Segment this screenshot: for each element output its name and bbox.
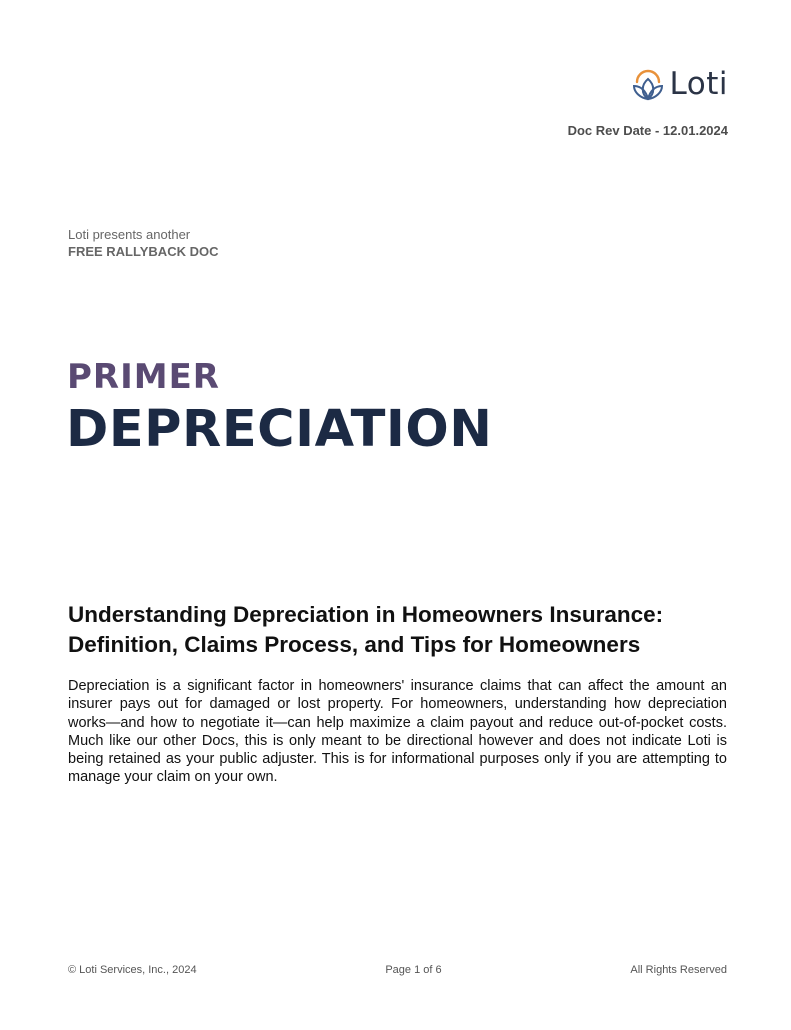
section-body: Depreciation is a significant factor in homeowners' insurance claims that can affect the amount an insurer pays out for damaged or lost property. For homeowners, understanding how depreciation works—and how to negotiate it—can help maximize a claim payout and reduce out-of-pocket costs. Much like our other Docs, this is only meant to be directional however and does not indicate Loti is being retained as your public adjuster. This is for informational purposes only if you are attempting to manage your claim on your own.	[68, 678, 727, 786]
page-title: DEPRECIATION	[66, 400, 493, 459]
footer-rights: All Rights Reserved	[630, 964, 727, 976]
title-kicker: PRIMER	[67, 357, 220, 397]
logo-wordmark: Loti	[669, 65, 728, 102]
loti-logo	[630, 66, 728, 102]
intro-block	[68, 226, 218, 260]
page-footer	[68, 964, 727, 976]
doc-rev-date: Doc Rev Date - 12.01.2024	[567, 123, 728, 138]
footer-page-number: Page 1 of 6	[385, 964, 442, 976]
intro-series-name: FREE RALLYBACK DOC	[68, 244, 219, 259]
footer-copyright: © Loti Services, Inc., 2024	[68, 964, 197, 976]
lotus-icon	[630, 66, 666, 102]
section-heading: Understanding Depreciation in Homeowners Insurance: Definition, Claims Process, and Tips for Homeowners	[68, 602, 664, 657]
intro-line: Loti presents another	[68, 227, 191, 242]
